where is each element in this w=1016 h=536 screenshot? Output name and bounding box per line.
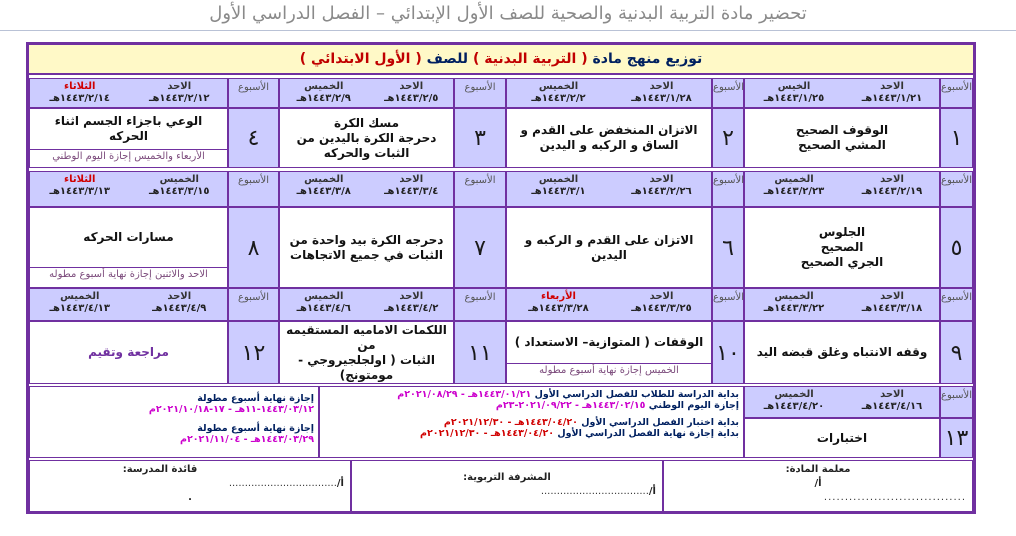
start-date-value: ١٤٤٣/٢/١٩هـ — [861, 186, 923, 197]
start-date-column — [368, 291, 456, 315]
week-dates-header — [29, 171, 228, 207]
info-value: ١٤٤٣/٠٤/٢٠هـ - ٢٠٢١/١٢/٣٠م — [443, 417, 578, 428]
dots: .................................. — [823, 492, 966, 503]
end-date-column — [30, 81, 130, 105]
info-left-value-2: ١٤٤٣/٠٣/٢٩هـ - ٢٠٢١/١١/٠٤م — [179, 434, 314, 445]
end-day-label: الأربعاء — [541, 291, 576, 302]
teacher-signature — [663, 460, 973, 512]
topic-line: مومتونج) — [339, 367, 394, 382]
start-day-label: الاحد — [649, 174, 674, 185]
info-row-1 — [324, 389, 739, 400]
slash: أ/ — [648, 486, 656, 497]
end-date-column — [745, 174, 843, 198]
info-value: ١٤٤٣/٠٢/١٥هـ - ٢٠٢١/٠٩/٢٢-٢٣م — [495, 400, 646, 411]
end-date-value: ١٤٤٣/٢/٩هـ — [296, 93, 351, 104]
end-day-label: الخميس — [774, 291, 814, 302]
end-date-column — [507, 291, 610, 315]
end-date-value: ١٤٤٣/٣/٢٢هـ — [763, 303, 825, 314]
supervisor-line — [358, 485, 656, 499]
week-dates-header — [29, 288, 228, 321]
end-date-value: ١٤٤٣/٣/٢٨هـ — [528, 303, 589, 314]
end-day-label: الخميس — [538, 174, 579, 185]
start-date-column — [610, 81, 713, 105]
start-date-column — [130, 291, 230, 315]
info-label: بداية الدراسة للطلاب للفصل الدراسي الأول — [534, 389, 739, 400]
week-header-label: الأسبوع — [454, 78, 506, 108]
header-rule — [0, 30, 1016, 31]
week-topic — [29, 108, 228, 150]
week-number: ٢ — [712, 108, 744, 168]
week-topic — [744, 418, 940, 458]
topic-line: الجري الصحيح — [800, 255, 884, 269]
end-date-value: ١٤٤٣/٢/١٤هـ — [49, 93, 110, 104]
week-header-label: الأسبوع — [712, 78, 744, 108]
end-day-label: الخميس — [774, 174, 814, 185]
topic-line: اليدين — [591, 247, 627, 262]
topic-line: الثبات في جميع الاتجاهات — [290, 247, 443, 262]
start-date-value: ١٤٤٣/١/٢٨هـ — [631, 93, 692, 104]
end-day-label: الثلاثاء — [64, 174, 96, 185]
start-date-value: ١٤٤٣/٣/٤هـ — [384, 186, 439, 197]
start-date-value: ١٤٤٣/٤/٩هـ — [152, 303, 207, 314]
topic-line: مسارات الحركه — [83, 230, 174, 244]
start-day-label: الاحد — [880, 389, 904, 400]
topic-line: دحرجة الكرة باليدين من — [296, 130, 437, 145]
week-header-label: الأسبوع — [940, 386, 973, 418]
supervisor-signature — [351, 460, 663, 512]
start-day-label: الاحد — [880, 291, 904, 302]
week-header-label: الأسبوع — [228, 171, 279, 207]
end-day-label: الخميس — [538, 81, 579, 92]
start-date-value: ١٤٤٣/٢/١٢هـ — [149, 93, 210, 104]
info-value: ١٤٤٣/٠١/٢١هـ - ٢٠٢١/٠٨/٢٩م — [397, 389, 532, 400]
long-weekend-info — [29, 386, 319, 458]
end-date-column — [745, 389, 843, 413]
start-day-label: الاحد — [399, 174, 424, 185]
end-day-label: الخيس — [777, 81, 811, 92]
end-date-column — [30, 174, 130, 198]
start-date-value: ١٤٤٣/٣/١٨هـ — [861, 303, 923, 314]
end-date-value: ١٤٤٣/٢/٢هـ — [531, 93, 586, 104]
topic-line: دحرجه الكرة بيد واحدة من — [289, 232, 444, 247]
week-number: ١١ — [454, 321, 506, 384]
end-day-label: الخميس — [60, 291, 100, 302]
week-topic — [279, 321, 454, 384]
week-topic — [744, 321, 940, 384]
topic-line: الاتزان على القدم و الركبه و — [524, 232, 694, 247]
week-header-label: الأسبوع — [712, 171, 744, 207]
week-topic — [506, 108, 712, 168]
week-number: ٩ — [940, 321, 973, 384]
info-left-label-2: إجازة نهاية أسبوع مطولة — [197, 423, 314, 434]
topic-line: الثبات ( اولجلجيروجي - — [298, 352, 435, 367]
plan-banner — [29, 45, 973, 75]
topic-line: الوقفات ( المتوازية– الاستعداد ) — [514, 335, 704, 349]
end-date-column — [280, 174, 368, 198]
topic-line: مسك الكرة — [333, 115, 400, 130]
start-date-column — [368, 81, 456, 105]
week-dates-header — [744, 171, 940, 207]
start-date-column — [368, 174, 456, 198]
week-number: ١٢ — [228, 321, 279, 384]
week-number: ١٣ — [940, 418, 973, 458]
end-date-value: ١٤٤٣/٣/١هـ — [531, 186, 586, 197]
end-day-label: الخميس — [304, 81, 344, 92]
principal-signature — [29, 460, 351, 512]
end-date-column — [280, 81, 368, 105]
topic-line: الوقوف الصحيح — [795, 123, 889, 137]
start-day-label: الخميس — [159, 174, 199, 185]
week-dates-header — [744, 78, 940, 108]
week-dates-header — [744, 288, 940, 321]
start-date-column — [843, 291, 941, 315]
topic-line: الساق و الركبه و اليدين — [539, 138, 679, 152]
end-day-label: الثلاثاء — [64, 81, 96, 92]
start-day-label: الاحد — [649, 81, 674, 92]
banner-subject: ( التربية البدنية ) — [472, 51, 588, 67]
end-date-column — [507, 174, 610, 198]
week-header-label: الأسبوع — [940, 78, 973, 108]
topic-line: اللكمات الاماميه المستقيمه من — [286, 322, 447, 352]
start-date-value: ١٤٤٣/٤/٢هـ — [384, 303, 439, 314]
week-number: ٣ — [454, 108, 506, 168]
week-number: ٧ — [454, 207, 506, 288]
week-number: ٦ — [712, 207, 744, 288]
supervisor-label: المشرفة التربوية: — [463, 472, 551, 483]
info-label: بداية إجازة نهاية الفصل الدراسي الأول — [557, 428, 739, 439]
end-date-value: ١٤٤٣/٤/٢٠هـ — [763, 401, 825, 412]
week-header-label: الأسبوع — [454, 288, 506, 321]
start-date-column — [610, 174, 713, 198]
end-day-label: الخميس — [304, 174, 344, 185]
week-topic — [744, 108, 940, 168]
start-date-column — [843, 81, 941, 105]
end-date-value: ١٤٤٣/٢/٢٣هـ — [763, 186, 825, 197]
week-dates-header — [506, 78, 712, 108]
week-dates-header — [279, 288, 454, 321]
teacher-label: معلمة المادة: — [785, 464, 851, 475]
week-dates-header — [279, 171, 454, 207]
week-header-label: الأسبوع — [228, 288, 279, 321]
week-holiday-note: الخميس إجازة نهاية أسبوع مطوله — [506, 364, 712, 384]
info-label: إجازة اليوم الوطني — [648, 400, 739, 411]
end-date-column — [745, 291, 843, 315]
end-date-column — [507, 81, 610, 105]
week-header-label: الأسبوع — [228, 78, 279, 108]
week-holiday-note: الأربعاء والخميس إجازة اليوم الوطني — [29, 150, 228, 168]
end-date-column — [30, 291, 130, 315]
week-topic — [506, 321, 712, 364]
week-number: ١ — [940, 108, 973, 168]
week-header-label: الأسبوع — [940, 288, 973, 321]
week-header-label: الأسبوع — [712, 288, 744, 321]
start-date-column — [610, 291, 713, 315]
banner-mid: للصف — [426, 51, 469, 67]
teacher-line — [670, 477, 966, 491]
topic-line: اختبارات — [816, 430, 868, 445]
info-row-2 — [324, 400, 739, 411]
start-date-column — [843, 174, 941, 198]
week-topic — [29, 321, 228, 384]
end-date-value: ١٤٤٣/٤/١٣هـ — [49, 303, 110, 314]
topic-line: الاتزان المنخفض على القدم و — [520, 123, 698, 137]
start-date-value: ١٤٤٣/١/٢١هـ — [861, 93, 923, 104]
week-holiday-note: الاحد والاثنين إجازة نهاية أسبوع مطوله — [29, 268, 228, 288]
week-topic — [29, 207, 228, 268]
topic-line: الوعي باجزاء الجسم اثناء الحركه — [54, 114, 203, 143]
banner-grade: ( الأول الابتدائي ) — [299, 51, 422, 67]
slash: أ/ — [336, 478, 344, 489]
topic-line: مراجعة وتقيم — [88, 345, 169, 359]
banner-prefix: توزيع منهج مادة — [592, 51, 703, 67]
week-number: ٥ — [940, 207, 973, 288]
topic-line: المشي الصحيح — [798, 138, 886, 152]
start-date-value: ١٤٤٣/٣/٢٥هـ — [631, 303, 692, 314]
week-header-label: الأسبوع — [940, 171, 973, 207]
start-day-label: الاحد — [649, 291, 674, 302]
dots: .................................. — [228, 478, 337, 489]
end-date-value: ١٤٤٣/٣/٨هـ — [296, 186, 351, 197]
start-date-column — [130, 81, 230, 105]
start-date-value: ١٤٤٣/٢/٥هـ — [384, 93, 439, 104]
info-row-3 — [324, 417, 739, 428]
start-date-column — [843, 389, 941, 413]
week-number: ٤ — [228, 108, 279, 168]
week-number: ١٠ — [712, 321, 744, 384]
end-day-label: الخميس — [774, 389, 814, 400]
week-dates-header — [29, 78, 228, 108]
end-date-column — [745, 81, 843, 105]
slash: أ/ — [814, 478, 822, 489]
start-date-value: ١٤٤٣/٤/١٦هـ — [861, 401, 923, 412]
term-dates-info — [319, 386, 744, 458]
info-left-value-1: ١٤٤٣/٠٣/١٢-١١هـ - ١٧-٢٠٢١/١٠/١٨م — [148, 404, 314, 415]
week-topic — [506, 207, 712, 288]
week-dates-header — [506, 288, 712, 321]
info-label: بداية اختبار الفصل الدراسي الأول — [581, 417, 739, 428]
week-dates-header — [744, 386, 940, 418]
start-day-label: الاحد — [399, 291, 424, 302]
start-date-value: ١٤٤٣/٣/١٥هـ — [149, 186, 210, 197]
end-date-value: ١٤٤٣/٣/١٣هـ — [49, 186, 110, 197]
start-day-label: الاحد — [880, 174, 904, 185]
topic-line: وقفه الانتباه وغلق قبضه اليد — [756, 345, 928, 359]
info-value: ١٤٤٣/٠٤/٢٠هـ - ٢٠٢١/١٢/٣٠م — [420, 428, 555, 439]
week-dates-header — [506, 171, 712, 207]
topic-line: الصحيح — [820, 240, 864, 254]
start-day-label: الاحد — [399, 81, 424, 92]
week-topic — [279, 108, 454, 168]
principal-line — [36, 477, 344, 491]
start-day-label: الاحد — [167, 291, 192, 302]
dots: .................................. — [540, 486, 649, 497]
end-date-value: ١٤٤٣/١/٢٥هـ — [763, 93, 825, 104]
week-topic — [744, 207, 940, 288]
week-header-label: الأسبوع — [454, 171, 506, 207]
week-dates-header — [279, 78, 454, 108]
principal-dot: . — [188, 492, 192, 503]
document-title: تحضير مادة التربية البدنية والصحية للصف الأول الإبتدائي – الفصل الدراسي الأول — [209, 3, 807, 24]
info-left-label-1: إجازة نهاية أسبوع مطولة — [197, 393, 314, 404]
info-row-4 — [324, 428, 739, 439]
end-day-label: الخميس — [304, 291, 344, 302]
week-number: ٨ — [228, 207, 279, 288]
teacher-dots — [670, 491, 966, 505]
principal-label: قائدة المدرسة: — [122, 464, 198, 475]
end-date-column — [280, 291, 368, 315]
start-day-label: الاحد — [167, 81, 192, 92]
end-date-value: ١٤٤٣/٤/٦هـ — [296, 303, 351, 314]
start-date-value: ١٤٤٣/٢/٢٦هـ — [631, 186, 692, 197]
week-topic — [279, 207, 454, 288]
start-day-label: الاحد — [880, 81, 904, 92]
start-date-column — [130, 174, 230, 198]
topic-line: الثبات والحركه — [323, 145, 410, 160]
topic-line: الجلوس — [818, 225, 866, 239]
